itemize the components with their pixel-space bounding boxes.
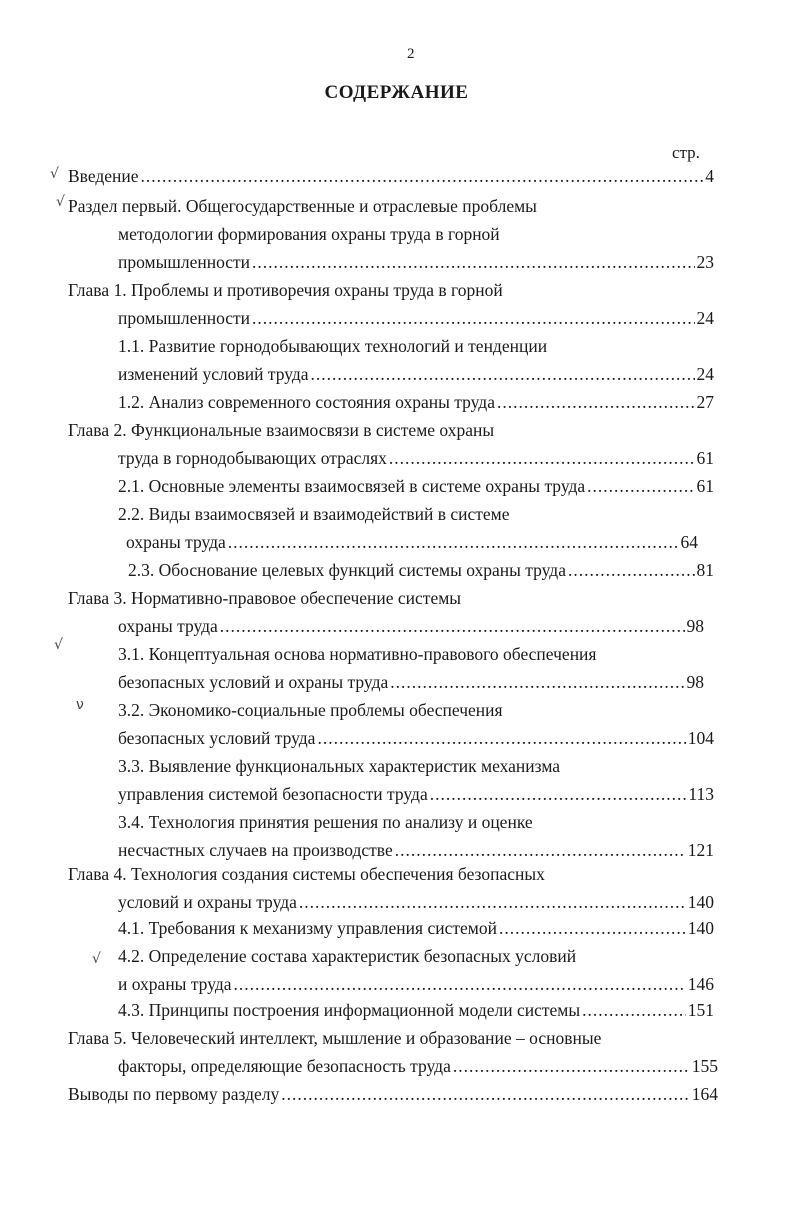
toc-entry[interactable] xyxy=(118,808,714,864)
toc-page-number: 61 xyxy=(696,448,714,468)
toc-entry-text: 2.1. Основные элементы взаимосвязей в системе охраны труда xyxy=(118,476,586,496)
toc-entry-text: 4.1. Требования к механизму управления системой xyxy=(118,918,497,938)
toc-entry-text: 4.3. Принципы построения информационной модели системы xyxy=(118,1000,581,1020)
toc-entry[interactable] xyxy=(118,752,714,808)
toc-page-number: 98 xyxy=(686,616,704,636)
toc-entry-text: Глава 4. Технология создания системы обеспечения безопасных xyxy=(68,864,545,884)
dot-leader xyxy=(281,1080,689,1108)
dot-leader xyxy=(252,304,694,332)
dot-leader xyxy=(220,612,685,640)
handwritten-check-mark: ν xyxy=(76,697,84,713)
dot-leader xyxy=(390,668,684,696)
toc-entry-text: несчастных случаев на производстве xyxy=(118,840,393,860)
toc-entry-text: 4.2. Определение состава характеристик безопасных условий xyxy=(118,946,577,966)
toc-entry-text: управления системой безопасности труда xyxy=(118,784,428,804)
toc-page-number: 155 xyxy=(691,1056,718,1076)
toc-entry[interactable] xyxy=(118,996,714,1024)
toc-entry-text: 2.3. Обоснование целевых функций системы охраны труда xyxy=(128,560,566,580)
toc-entry-text: и охраны труда xyxy=(118,974,232,994)
toc-page-number: 27 xyxy=(696,392,714,412)
toc-entry-text: безопасных условий труда xyxy=(118,728,316,748)
toc-entry-text: Выводы по первому разделу xyxy=(68,1084,280,1104)
toc-page-number: 140 xyxy=(687,892,714,912)
toc-entry-text: 1.2. Анализ современного состояния охраны труда xyxy=(118,392,495,412)
toc-entry-text: 3.3. Выявление функциональных характеристик механизма xyxy=(118,756,561,776)
toc-entry-text: 3.1. Концептуальная основа нормативно-правового обеспечения xyxy=(118,644,597,664)
page-column-label: стр. xyxy=(672,143,700,162)
toc-page-number: 164 xyxy=(691,1084,718,1104)
toc-entry-text: охраны труда xyxy=(126,532,226,552)
toc-entry-text: Глава 5. Человеческий интеллект, мышление и образование – основные xyxy=(68,1028,602,1048)
toc-page-number: 4 xyxy=(705,166,714,186)
toc-page-number: 98 xyxy=(686,672,704,692)
toc-entry-text: Глава 3. Нормативно-правовое обеспечение системы xyxy=(68,588,462,608)
toc-page-number: 113 xyxy=(688,784,714,804)
toc-entry-text: охраны труда xyxy=(118,616,218,636)
handwritten-check-mark: √ xyxy=(56,194,65,210)
toc-title: СОДЕРЖАНИЕ xyxy=(324,82,469,103)
dot-leader xyxy=(252,248,694,276)
handwritten-check-mark: √ xyxy=(92,951,101,967)
toc-entry[interactable] xyxy=(68,1080,718,1108)
dot-leader xyxy=(228,528,679,556)
toc-entry-text: 3.4. Технология принятия решения по анализу и оценке xyxy=(118,812,533,832)
toc-entry-text: труда в горнодобывающих отраслях xyxy=(118,448,387,468)
dot-leader xyxy=(568,556,695,584)
toc-entry-text: промышленности xyxy=(118,308,251,328)
toc-entry-text: Глава 2. Функциональные взаимосвязи в системе охраны xyxy=(68,420,495,440)
toc-entry-text: промышленности xyxy=(118,252,251,272)
toc-entry[interactable] xyxy=(128,556,714,584)
toc-page-number: 24 xyxy=(696,308,714,328)
dot-leader xyxy=(497,388,695,416)
dot-leader xyxy=(582,996,686,1024)
dot-leader xyxy=(389,444,695,472)
toc-page-number: 61 xyxy=(696,476,714,496)
toc-entry[interactable] xyxy=(118,472,714,500)
toc-entry[interactable] xyxy=(68,276,714,332)
handwritten-check-mark: √ xyxy=(50,166,59,182)
page-number: 2 xyxy=(407,46,415,62)
toc-page-number: 151 xyxy=(687,1000,714,1020)
toc-entry-text: методологии формирования охраны труда в горной xyxy=(118,224,500,244)
toc-entry-text: 1.1. Развитие горнодобывающих технологий и тенденции xyxy=(118,336,548,356)
toc-entry[interactable] xyxy=(118,332,714,388)
toc-entry-text: Раздел первый. Общегосударственные и отраслевые проблемы xyxy=(68,196,537,216)
dot-leader xyxy=(317,724,685,752)
toc-page-number: 121 xyxy=(687,840,714,860)
toc-page-number: 23 xyxy=(696,252,714,272)
toc-entry-text: факторы, определяющие безопасность труда xyxy=(118,1056,451,1076)
dot-leader xyxy=(299,888,686,916)
toc-entry[interactable] xyxy=(68,1024,718,1080)
toc-entry-text: изменений условий труда xyxy=(118,364,309,384)
dot-leader xyxy=(499,914,686,942)
toc-page-number: 24 xyxy=(696,364,714,384)
dot-leader xyxy=(587,472,694,500)
toc-page-number: 104 xyxy=(687,728,714,748)
toc-entry-text: Введение xyxy=(68,166,139,186)
toc-entry[interactable] xyxy=(118,696,714,752)
toc-entry-text: условий и охраны труда xyxy=(118,892,297,912)
toc-page-number: 64 xyxy=(680,532,698,552)
dot-leader xyxy=(141,162,704,190)
toc-page-number: 146 xyxy=(687,974,714,994)
toc-entry-text: безопасных условий и охраны труда xyxy=(118,672,389,692)
toc-entry-text: 3.2. Экономико-социальные проблемы обеспечения xyxy=(118,700,503,720)
dot-leader xyxy=(311,360,695,388)
toc-entry[interactable] xyxy=(68,162,714,190)
toc-entry[interactable] xyxy=(68,860,714,916)
toc-entry[interactable] xyxy=(118,500,698,556)
toc-entry[interactable] xyxy=(118,640,704,696)
toc-entry[interactable] xyxy=(68,584,704,640)
toc-entry[interactable] xyxy=(68,192,714,276)
toc-entry[interactable] xyxy=(68,416,714,472)
toc-entry-text: 2.2. Виды взаимосвязей и взаимодействий в системе xyxy=(118,504,510,524)
toc-entry[interactable] xyxy=(118,942,714,998)
dot-leader xyxy=(453,1052,690,1080)
dot-leader xyxy=(430,780,687,808)
handwritten-check-mark: √ xyxy=(54,637,63,653)
toc-page-number: 81 xyxy=(696,560,714,580)
dot-leader xyxy=(234,970,686,998)
toc-entry[interactable] xyxy=(118,914,714,942)
toc-entry-text: Глава 1. Проблемы и противоречия охраны труда в горной xyxy=(68,280,503,300)
toc-entry[interactable] xyxy=(118,388,714,416)
toc-page-number: 140 xyxy=(687,918,714,938)
